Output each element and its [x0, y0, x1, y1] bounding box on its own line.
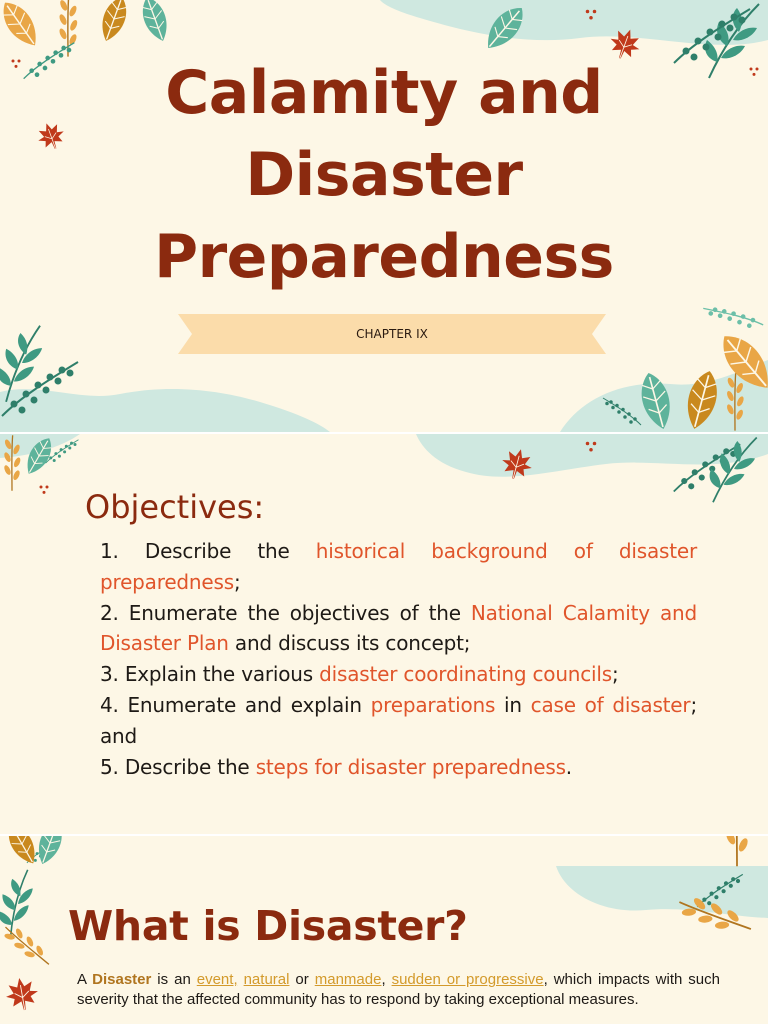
objective-item: [100, 536, 697, 598]
definition-text: is an: [151, 971, 197, 988]
natural-link[interactable]: natural: [243, 971, 290, 988]
definition-text: A: [77, 971, 93, 988]
objective-highlight: National Calamity and Disaster Plan: [100, 600, 697, 656]
objectives-heading: Objectives:: [85, 488, 265, 526]
title-slide: [0, 0, 768, 432]
vine-icon: [0, 358, 80, 418]
dots-icon: [584, 8, 598, 22]
objectives-list: [100, 536, 697, 782]
objective-item: [100, 659, 697, 690]
maple-leaf-icon: [0, 969, 43, 1019]
objective-highlight: disaster coordinating councils: [319, 662, 612, 687]
objective-highlight: historical background of disaster preparedness: [100, 539, 697, 594]
definition-text: ,: [381, 971, 392, 988]
objective-highlight: case of disaster: [530, 692, 691, 717]
branch-icon: [722, 836, 752, 868]
fern-icon: [700, 434, 768, 504]
vine-icon: [598, 396, 646, 426]
objective-item: [100, 598, 697, 660]
title-line-2: Disaster: [245, 140, 523, 210]
chapter-label: CHAPTER IX: [356, 327, 428, 341]
objective-text: 1. Describe the: [100, 539, 316, 563]
leaf-icon: [26, 836, 73, 872]
objective-text: 2. Enumerate the objectives of the: [100, 600, 471, 625]
objective-text: 4. Enumerate and explain: [100, 692, 371, 717]
branch-icon: [722, 372, 748, 432]
leaf-icon: [125, 0, 185, 50]
section-heading: What is Disaster?: [68, 902, 468, 950]
page-title: [0, 52, 768, 298]
objective-text: and discuss its concept;: [228, 631, 471, 656]
objective-text: ; and: [100, 692, 697, 748]
event-link[interactable]: event,: [196, 971, 238, 988]
definition-text: , which impacts with such severity that the affected community has to respond by taking exceptional measures.: [77, 971, 720, 1008]
definition-slide: [0, 836, 768, 1024]
objective-text: 5. Describe the: [100, 754, 256, 779]
manmade-link[interactable]: manmade: [314, 971, 382, 988]
objectives-slide: [0, 434, 768, 834]
dots-icon: [584, 440, 598, 454]
objective-text: 3. Explain the various: [100, 662, 320, 687]
objective-text: in: [495, 692, 531, 717]
objective-text: .: [565, 754, 572, 779]
objective-text: ;: [612, 662, 619, 687]
objective-highlight: steps for disaster preparedness: [255, 754, 566, 779]
vine-icon: [42, 438, 82, 464]
title-line-1: Calamity and: [165, 58, 603, 128]
definition-paragraph: [77, 970, 720, 1010]
objective-item: [100, 690, 697, 752]
definition-text: or: [289, 971, 315, 988]
dots-icon: [38, 484, 50, 496]
objective-highlight: preparations: [370, 692, 496, 717]
objective-text: ;: [233, 569, 241, 594]
title-line-3: Preparedness: [154, 222, 614, 292]
sudden-or-progressive-link[interactable]: sudden or progressive: [391, 971, 544, 988]
definition-term: Disaster: [92, 971, 152, 988]
objective-item: [100, 752, 697, 783]
